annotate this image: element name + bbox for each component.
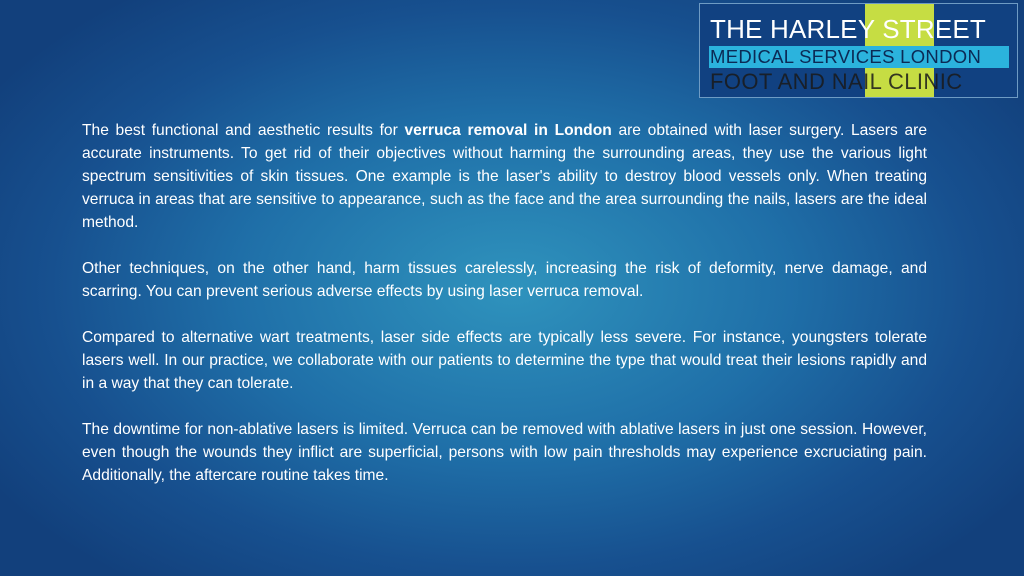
logo-line-3: FOOT AND NAIL CLINIC <box>710 69 963 94</box>
logo-line-1: THE HARLEY STREET <box>710 14 986 44</box>
paragraph-1-intro: The best functional and aesthetic results for <box>82 122 405 139</box>
paragraph-4: The downtime for non-ablative lasers is limited. Verruca can be removed with ablative lasers in just one session. However, even though the wounds they inflict are superficial, persons with low pain thresholds may experience excruciating pain. Additionally, the aftercare routine takes time. <box>82 421 927 484</box>
logo-line-2: MEDICAL SERVICES LONDON <box>710 46 982 67</box>
paragraph-1 <box>82 119 927 234</box>
paragraph-2: Other techniques, on the other hand, harm tissues carelessly, increasing the risk of deformity, nerve damage, and scarring. You can prevent serious adverse effects by using laser verruca removal. <box>82 260 927 300</box>
paragraph-3: Compared to alternative wart treatments, laser side effects are typically less severe. For instance, youngsters tolerate lasers well. In our practice, we collaborate with our patients to determine the type that would treat their lesions rapidly and in a way that they can tolerate. <box>82 329 927 392</box>
clinic-logo <box>699 3 1018 98</box>
paragraph-1-rest: are obtained with laser surgery. Lasers are accurate instruments. To get rid of their objectives without harming the surrounding areas, they use the various light spectrum sensitivities of skin tissues. One example is the laser's ability to destroy blood vessels only. When treating verruca in areas that are sensitive to appearance, such as the face and the area surrounding the nails, lasers are the ideal method. <box>82 122 927 231</box>
body-text <box>82 119 927 510</box>
keyword-link-text: verruca removal in London <box>404 122 612 139</box>
